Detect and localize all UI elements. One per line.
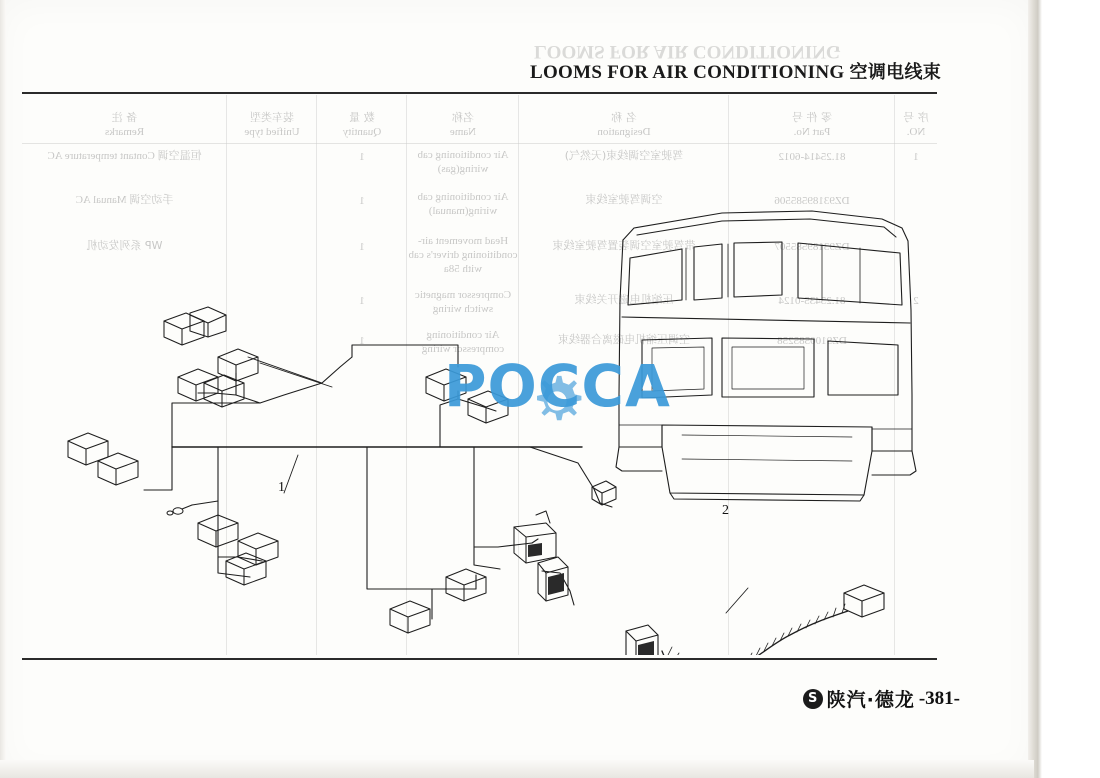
sheet-left-edge	[0, 0, 6, 778]
callout-2: 2	[722, 503, 729, 518]
header-rule	[22, 92, 937, 94]
ghost-parts-table: 序 号 NO. 零 件 号 Part No. 名 称 Designation 名称 Name 数 量 Quantity 装车类型 Unified type 备 注 Remarks 1 81.25414-6012 驾驶室空调线束(天然气) Air conditioning cab wiring(gas) 1 恒温空调 Contant temperature AC DZ93189585506 空调驾驶室线束 Air conditioning cab wiring(manual) 1 手动空调 Manual AC DZ93189585507 带驾驶室空调装置驾驶室线束 Head movement air-conditioning driver's cab with 58a 1 WP 系列发动机 2 81.25435-0124 压缩机电磁开关线束 Compressor magnetic switch wiring 1 DZ9100585258 空调压缩机电磁离合器线束 Air conditioning compressor wiring 1	[22, 95, 937, 655]
footer-brand: 陕汽·德龙	[826, 689, 915, 711]
sheet-bottom-edge	[0, 760, 1034, 778]
page-title-en: LOOMS FOR AIR CONDITIONING	[530, 62, 845, 83]
callout-leaders	[284, 455, 748, 613]
ghost-header-text: LOOMS FOR AIR CONDITIONING	[534, 41, 841, 62]
page-title	[530, 58, 1000, 84]
footer-rule	[22, 658, 937, 660]
harness-compressor-switch	[626, 585, 884, 655]
watermark-text: POCCA	[444, 352, 671, 420]
callout-1: 1	[278, 480, 285, 495]
brand-logo-icon: S	[803, 689, 823, 709]
sheet-right-edge	[1028, 0, 1042, 778]
page-title-cn: 空调电线束	[849, 62, 942, 83]
page-number: -381-	[918, 687, 960, 709]
page-footer	[700, 685, 960, 712]
page-gutter	[1042, 0, 1100, 778]
harness-ring-terminals	[167, 508, 183, 515]
